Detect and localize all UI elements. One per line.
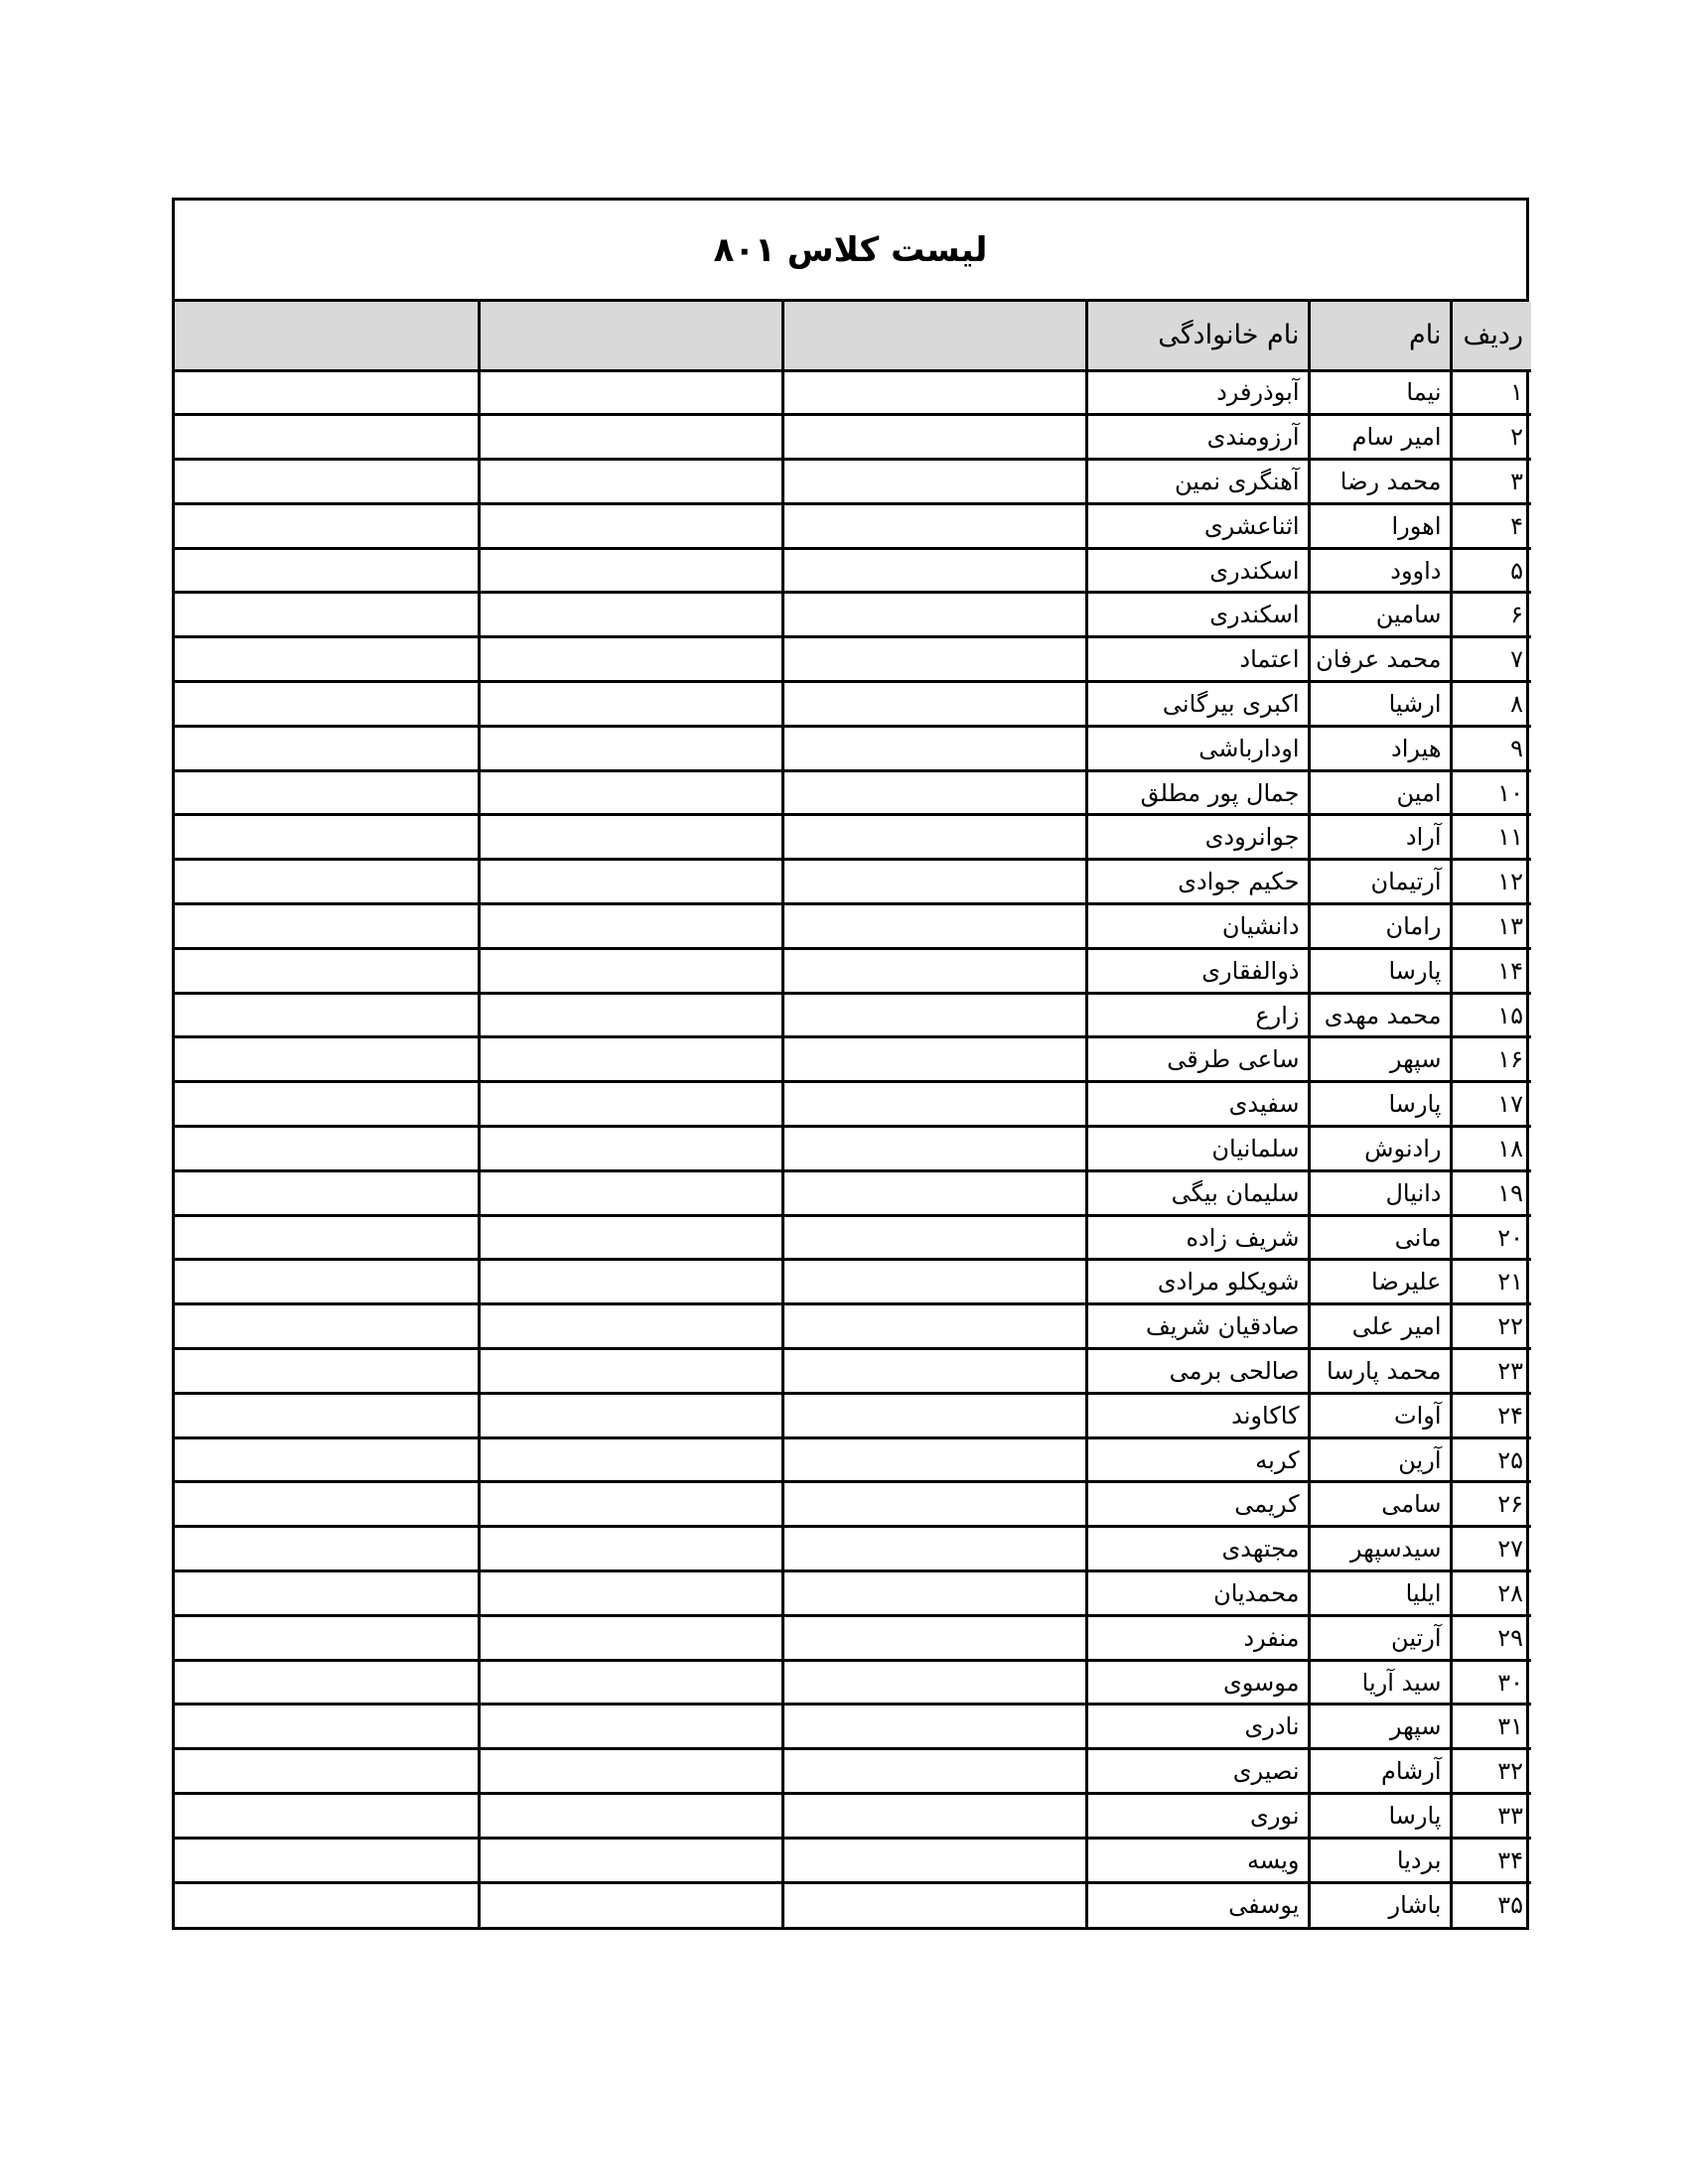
cell-blank: [782, 548, 1086, 593]
cell-last-name: سلیمان بیگی: [1086, 1170, 1309, 1215]
cell-first-name: رامان: [1309, 904, 1451, 949]
table-row: [175, 1794, 1531, 1839]
cell-first-name: آرشام: [1309, 1749, 1451, 1794]
cell-first-name: آرین: [1309, 1437, 1451, 1482]
cell-last-name: کریمی: [1086, 1482, 1309, 1527]
cell-index: ۱۳: [1451, 904, 1531, 949]
cell-blank: [479, 1838, 782, 1882]
cell-blank: [782, 1437, 1086, 1482]
cell-first-name: باشار: [1309, 1882, 1451, 1927]
table-row: [175, 1882, 1531, 1927]
cell-last-name: نادری: [1086, 1705, 1309, 1749]
cell-blank: [175, 1037, 479, 1082]
cell-blank: [479, 1037, 782, 1082]
cell-blank: [479, 1749, 782, 1794]
cell-blank: [782, 770, 1086, 815]
cell-blank: [479, 860, 782, 904]
table-row: [175, 1127, 1531, 1171]
cell-blank: [782, 1615, 1086, 1660]
cell-first-name: ایلیا: [1309, 1571, 1451, 1616]
cell-blank: [479, 1127, 782, 1171]
cell-first-name: بردیا: [1309, 1838, 1451, 1882]
cell-last-name: صالحی برمی: [1086, 1349, 1309, 1394]
cell-first-name: پارسا: [1309, 1794, 1451, 1839]
cell-blank: [479, 1215, 782, 1260]
cell-blank: [479, 770, 782, 815]
cell-first-name: محمد رضا: [1309, 460, 1451, 504]
cell-last-name: نوری: [1086, 1794, 1309, 1839]
cell-index: ۷: [1451, 637, 1531, 682]
cell-first-name: مانی: [1309, 1215, 1451, 1260]
cell-blank: [479, 460, 782, 504]
cell-blank: [782, 948, 1086, 993]
cell-index: ۱۲: [1451, 860, 1531, 904]
cell-first-name: پارسا: [1309, 1082, 1451, 1127]
cell-first-name: علیرضا: [1309, 1260, 1451, 1304]
cell-blank: [175, 415, 479, 460]
cell-blank: [175, 1082, 479, 1127]
cell-blank: [175, 1615, 479, 1660]
table-row: [175, 770, 1531, 815]
table-row: [175, 1749, 1531, 1794]
cell-last-name: محمدیان: [1086, 1571, 1309, 1616]
cell-blank: [479, 1794, 782, 1839]
table-row: [175, 993, 1531, 1037]
cell-blank: [782, 503, 1086, 548]
table-row: [175, 503, 1531, 548]
cell-blank: [782, 1527, 1086, 1571]
cell-first-name: آرتیمان: [1309, 860, 1451, 904]
cell-blank: [782, 1393, 1086, 1437]
cell-blank: [175, 460, 479, 504]
cell-blank: [175, 1304, 479, 1349]
cell-blank: [782, 1794, 1086, 1839]
cell-blank: [782, 993, 1086, 1037]
cell-index: ۲۹: [1451, 1615, 1531, 1660]
cell-blank: [479, 1260, 782, 1304]
cell-first-name: سپهر: [1309, 1037, 1451, 1082]
cell-last-name: مجتهدی: [1086, 1527, 1309, 1571]
cell-first-name: آوات: [1309, 1393, 1451, 1437]
cell-last-name: سفیدی: [1086, 1082, 1309, 1127]
cell-blank: [479, 1882, 782, 1927]
cell-first-name: سامی: [1309, 1482, 1451, 1527]
cell-last-name: زارع: [1086, 993, 1309, 1037]
cell-blank: [175, 1838, 479, 1882]
cell-last-name: اکبری بیرگانی: [1086, 682, 1309, 727]
cell-blank: [479, 415, 782, 460]
cell-blank: [782, 1749, 1086, 1794]
cell-blank: [175, 593, 479, 637]
cell-blank: [479, 993, 782, 1037]
table-row: [175, 1660, 1531, 1705]
cell-index: ۳۴: [1451, 1838, 1531, 1882]
cell-first-name: ارشیا: [1309, 682, 1451, 727]
cell-first-name: محمد مهدی: [1309, 993, 1451, 1037]
cell-index: ۱۴: [1451, 948, 1531, 993]
cell-blank: [175, 548, 479, 593]
cell-blank: [782, 1882, 1086, 1927]
cell-last-name: اثناعشری: [1086, 503, 1309, 548]
cell-index: ۵: [1451, 548, 1531, 593]
cell-last-name: دانشیان: [1086, 904, 1309, 949]
cell-first-name: پارسا: [1309, 948, 1451, 993]
cell-blank: [479, 1393, 782, 1437]
cell-blank: [479, 1170, 782, 1215]
cell-blank: [782, 726, 1086, 770]
cell-blank: [782, 1705, 1086, 1749]
header-index: ردیف: [1451, 302, 1531, 370]
table-row: [175, 548, 1531, 593]
cell-blank: [175, 726, 479, 770]
table-row: [175, 860, 1531, 904]
cell-blank: [479, 1527, 782, 1571]
table-row: [175, 1037, 1531, 1082]
cell-blank: [782, 1304, 1086, 1349]
sheet-title: لیست کلاس ۸۰۱: [175, 201, 1526, 302]
table-row: [175, 726, 1531, 770]
cell-blank: [479, 815, 782, 860]
cell-first-name: آرتین: [1309, 1615, 1451, 1660]
cell-blank: [782, 1349, 1086, 1394]
cell-blank: [782, 1260, 1086, 1304]
cell-blank: [782, 1482, 1086, 1527]
cell-last-name: جمال پور مطلق: [1086, 770, 1309, 815]
cell-index: ۲۶: [1451, 1482, 1531, 1527]
cell-index: ۹: [1451, 726, 1531, 770]
cell-blank: [479, 1482, 782, 1527]
cell-last-name: اعتماد: [1086, 637, 1309, 682]
cell-index: ۲: [1451, 415, 1531, 460]
table-row: [175, 1437, 1531, 1482]
table-row: [175, 370, 1531, 415]
cell-blank: [175, 1571, 479, 1616]
table-row: [175, 904, 1531, 949]
cell-index: ۲۴: [1451, 1393, 1531, 1437]
student-table: [175, 302, 1531, 1927]
header-extra-1: [782, 302, 1086, 370]
cell-first-name: امین: [1309, 770, 1451, 815]
cell-last-name: اودارباشی: [1086, 726, 1309, 770]
table-row: [175, 1838, 1531, 1882]
cell-blank: [175, 637, 479, 682]
cell-last-name: اسکندری: [1086, 548, 1309, 593]
table-row: [175, 593, 1531, 637]
cell-blank: [782, 1215, 1086, 1260]
table-row: [175, 1482, 1531, 1527]
cell-blank: [175, 1170, 479, 1215]
cell-index: ۲۸: [1451, 1571, 1531, 1616]
cell-first-name: سیدسپهر: [1309, 1527, 1451, 1571]
header-first-name: نام: [1309, 302, 1451, 370]
cell-blank: [782, 1660, 1086, 1705]
cell-first-name: نیما: [1309, 370, 1451, 415]
cell-index: ۱۱: [1451, 815, 1531, 860]
cell-blank: [479, 503, 782, 548]
cell-blank: [175, 370, 479, 415]
cell-first-name: سید آریا: [1309, 1660, 1451, 1705]
cell-blank: [479, 682, 782, 727]
table-row: [175, 1260, 1531, 1304]
cell-blank: [782, 1170, 1086, 1215]
cell-blank: [782, 860, 1086, 904]
table-row: [175, 815, 1531, 860]
table-row: [175, 1527, 1531, 1571]
cell-blank: [479, 948, 782, 993]
cell-blank: [175, 860, 479, 904]
cell-last-name: کربه: [1086, 1437, 1309, 1482]
cell-blank: [479, 726, 782, 770]
cell-last-name: موسوی: [1086, 1660, 1309, 1705]
table-row: [175, 1705, 1531, 1749]
cell-first-name: امیر علی: [1309, 1304, 1451, 1349]
cell-blank: [479, 1571, 782, 1616]
cell-blank: [175, 1215, 479, 1260]
cell-blank: [479, 1705, 782, 1749]
cell-blank: [782, 637, 1086, 682]
cell-first-name: داوود: [1309, 548, 1451, 593]
cell-blank: [479, 1082, 782, 1127]
cell-index: ۱: [1451, 370, 1531, 415]
cell-index: ۲۷: [1451, 1527, 1531, 1571]
cell-last-name: ذوالفقاری: [1086, 948, 1309, 993]
cell-blank: [175, 904, 479, 949]
cell-blank: [479, 548, 782, 593]
cell-index: ۱۸: [1451, 1127, 1531, 1171]
table-row: [175, 460, 1531, 504]
cell-index: ۸: [1451, 682, 1531, 727]
cell-last-name: اسکندری: [1086, 593, 1309, 637]
cell-index: ۲۰: [1451, 1215, 1531, 1260]
cell-blank: [175, 1127, 479, 1171]
header-row: [175, 302, 1531, 370]
cell-blank: [782, 370, 1086, 415]
cell-last-name: کاکاوند: [1086, 1393, 1309, 1437]
table-row: [175, 1082, 1531, 1127]
cell-index: ۲۲: [1451, 1304, 1531, 1349]
cell-last-name: آبوذرفرد: [1086, 370, 1309, 415]
cell-first-name: سامین: [1309, 593, 1451, 637]
cell-blank: [479, 370, 782, 415]
cell-blank: [782, 1082, 1086, 1127]
cell-blank: [479, 1304, 782, 1349]
cell-index: ۲۳: [1451, 1349, 1531, 1394]
cell-blank: [175, 1393, 479, 1437]
table-row: [175, 1393, 1531, 1437]
cell-blank: [175, 1260, 479, 1304]
cell-blank: [175, 1482, 479, 1527]
cell-first-name: آراد: [1309, 815, 1451, 860]
cell-last-name: منفرد: [1086, 1615, 1309, 1660]
cell-index: ۴: [1451, 503, 1531, 548]
cell-blank: [479, 1437, 782, 1482]
table-row: [175, 1615, 1531, 1660]
cell-first-name: محمد پارسا: [1309, 1349, 1451, 1394]
cell-last-name: ویسه: [1086, 1838, 1309, 1882]
cell-blank: [175, 1705, 479, 1749]
cell-last-name: نصیری: [1086, 1749, 1309, 1794]
cell-blank: [175, 1749, 479, 1794]
cell-index: ۱۹: [1451, 1170, 1531, 1215]
table-row: [175, 1215, 1531, 1260]
cell-blank: [479, 904, 782, 949]
cell-last-name: یوسفی: [1086, 1882, 1309, 1927]
cell-last-name: صادقیان شریف: [1086, 1304, 1309, 1349]
cell-blank: [782, 593, 1086, 637]
cell-index: ۳۰: [1451, 1660, 1531, 1705]
cell-index: ۱۵: [1451, 993, 1531, 1037]
cell-first-name: اهورا: [1309, 503, 1451, 548]
table-row: [175, 1571, 1531, 1616]
cell-blank: [479, 1349, 782, 1394]
cell-index: ۳۲: [1451, 1749, 1531, 1794]
cell-blank: [175, 1794, 479, 1839]
cell-index: ۳: [1451, 460, 1531, 504]
cell-blank: [175, 503, 479, 548]
cell-blank: [175, 682, 479, 727]
table-row: [175, 1304, 1531, 1349]
cell-blank: [479, 1615, 782, 1660]
cell-blank: [782, 460, 1086, 504]
cell-blank: [175, 1882, 479, 1927]
header-extra-3: [175, 302, 479, 370]
cell-first-name: محمد عرفان: [1309, 637, 1451, 682]
cell-last-name: آرزومندی: [1086, 415, 1309, 460]
table-row: [175, 682, 1531, 727]
cell-last-name: شویکلو مرادی: [1086, 1260, 1309, 1304]
cell-index: ۲۱: [1451, 1260, 1531, 1304]
cell-index: ۲۵: [1451, 1437, 1531, 1482]
student-rows: [175, 370, 1531, 1927]
cell-first-name: امیر سام: [1309, 415, 1451, 460]
cell-blank: [782, 682, 1086, 727]
cell-last-name: شریف زاده: [1086, 1215, 1309, 1260]
class-list-sheet: [172, 198, 1529, 1930]
cell-index: ۳۱: [1451, 1705, 1531, 1749]
cell-index: ۳۵: [1451, 1882, 1531, 1927]
cell-blank: [175, 815, 479, 860]
cell-blank: [782, 815, 1086, 860]
header-extra-2: [479, 302, 782, 370]
cell-last-name: حکیم جوادی: [1086, 860, 1309, 904]
cell-blank: [175, 993, 479, 1037]
cell-index: ۱۰: [1451, 770, 1531, 815]
cell-blank: [175, 948, 479, 993]
cell-index: ۶: [1451, 593, 1531, 637]
cell-last-name: آهنگری نمین: [1086, 460, 1309, 504]
table-row: [175, 1170, 1531, 1215]
cell-blank: [479, 593, 782, 637]
cell-blank: [479, 637, 782, 682]
cell-blank: [175, 1349, 479, 1394]
table-row: [175, 948, 1531, 993]
cell-blank: [782, 904, 1086, 949]
cell-blank: [479, 1660, 782, 1705]
cell-last-name: ساعی طرقی: [1086, 1037, 1309, 1082]
cell-blank: [782, 1127, 1086, 1171]
cell-blank: [782, 1571, 1086, 1616]
cell-blank: [175, 1527, 479, 1571]
cell-blank: [175, 770, 479, 815]
cell-first-name: دانیال: [1309, 1170, 1451, 1215]
cell-blank: [782, 415, 1086, 460]
cell-index: ۱۷: [1451, 1082, 1531, 1127]
cell-blank: [175, 1437, 479, 1482]
header-last-name: نام خانوادگی: [1086, 302, 1309, 370]
cell-blank: [175, 1660, 479, 1705]
table-row: [175, 415, 1531, 460]
cell-first-name: رادنوش: [1309, 1127, 1451, 1171]
cell-blank: [782, 1037, 1086, 1082]
cell-last-name: سلمانیان: [1086, 1127, 1309, 1171]
cell-index: ۳۳: [1451, 1794, 1531, 1839]
table-row: [175, 1349, 1531, 1394]
cell-blank: [782, 1838, 1086, 1882]
cell-first-name: سپهر: [1309, 1705, 1451, 1749]
table-row: [175, 637, 1531, 682]
cell-index: ۱۶: [1451, 1037, 1531, 1082]
cell-last-name: جوانرودی: [1086, 815, 1309, 860]
cell-first-name: هیراد: [1309, 726, 1451, 770]
